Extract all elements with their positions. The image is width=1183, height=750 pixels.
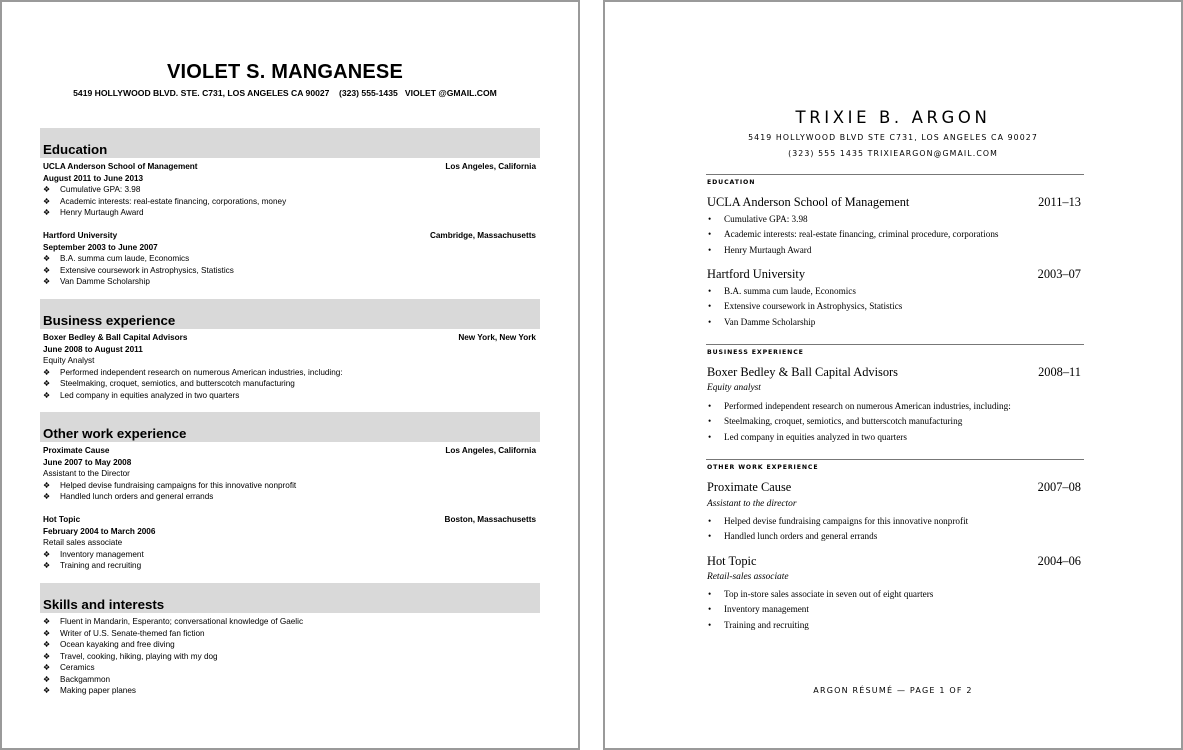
entry-organization: Hot Topic	[707, 554, 757, 568]
bullet-icon: •	[708, 589, 712, 599]
list-item: ❖ Handled lunch orders and general errands	[43, 492, 214, 501]
bullet-icon: •	[708, 316, 712, 327]
diamond-bullet-icon: ❖	[43, 480, 51, 490]
entry-bullets	[707, 587, 933, 633]
diamond-bullet-icon: ❖	[43, 379, 51, 388]
entry-dates: September 2003 to June 2007	[43, 242, 158, 252]
diamond-bullet-icon: ❖	[43, 185, 51, 194]
list-item: ❖ Writer of U.S. Senate-themed fan fiction	[43, 628, 205, 638]
list-item: ❖ Cumulative GPA: 3.98	[43, 185, 141, 194]
section-heading-band	[40, 299, 540, 329]
resume-name: VIOLET S. MANGANESE	[166, 61, 404, 83]
diamond-bullet-icon: ❖	[43, 686, 51, 695]
list-item: ❖ Travel, cooking, hiking, playing with my dog	[43, 651, 218, 661]
resume-address: 5419 HOLLYWOOD BLVD STE C731, LOS ANGELES CA 90027	[748, 133, 1038, 142]
section-heading-band	[40, 583, 540, 613]
list-item: ❖ Ceramics	[43, 663, 95, 672]
list-item: ❖ Backgammon	[43, 674, 111, 684]
diamond-bullet-icon: ❖	[43, 663, 51, 672]
entry-bullets	[707, 399, 1011, 445]
entry-organization: Hartford University	[707, 267, 806, 281]
entry-location: Los Angeles, California	[445, 446, 536, 455]
entry-dates: June 2007 to May 2008	[43, 457, 132, 467]
bullet-icon: •	[708, 286, 712, 296]
entry-years: 2004–06	[1037, 554, 1081, 568]
list-item: ❖ Helped devise fundraising campaigns for this innovative nonprofit	[43, 480, 297, 490]
job-entry	[40, 514, 540, 572]
list-item: ❖ Academic interests: real-estate financing, corporations, money	[43, 196, 287, 206]
diamond-bullet-icon: ❖	[43, 254, 51, 263]
resume-name: TRIXIE B. ARGON	[795, 108, 991, 127]
section-business-experience	[40, 299, 540, 401]
entry-role: Assistant to the director	[707, 499, 797, 509]
list-item: • Training and recruiting	[707, 618, 933, 633]
job-entry	[40, 332, 540, 401]
entry-role: Equity Analyst	[43, 356, 95, 365]
entry-dates: February 2004 to March 2006	[43, 526, 156, 536]
diamond-bullet-icon: ❖	[43, 640, 51, 649]
entry-location: Cambridge, Massachusetts	[429, 231, 536, 240]
entry-role: Retail-sales associate	[707, 572, 789, 582]
section-divider	[706, 344, 1084, 345]
section-heading-band	[40, 128, 540, 158]
diamond-bullet-icon: ❖	[43, 561, 51, 570]
entry-dates: August 2011 to June 2013	[43, 173, 144, 183]
entry-organization: Boxer Bedley & Ball Capital Advisors	[707, 365, 899, 379]
diamond-bullet-icon: ❖	[43, 277, 51, 286]
bullet-icon: •	[708, 244, 712, 255]
entry-organization: Boxer Bedley & Ball Capital Advisors	[43, 333, 188, 342]
list-item: ❖ Making paper planes	[43, 686, 137, 695]
section-heading: Skills and interests	[43, 597, 165, 612]
entry-years: 2007–08	[1037, 480, 1081, 494]
entry-organization: Hot Topic	[43, 515, 81, 524]
education-entry	[40, 230, 540, 288]
resume-contact-line: 5419 HOLLYWOOD BLVD. STE. C731, LOS ANGELES CA 90027 (323) 555-1435 VIOLET @GMAIL.COM	[73, 88, 497, 98]
bullet-icon: •	[708, 229, 712, 240]
diamond-bullet-icon: ❖	[43, 617, 51, 626]
entry-role: Assistant to the Director	[43, 469, 130, 478]
bullet-icon: •	[708, 531, 712, 542]
section-divider	[706, 459, 1084, 460]
list-item: ❖ Henry Murtaugh Award	[43, 208, 144, 217]
bullet-icon: •	[708, 619, 712, 630]
education-entry-heading	[707, 267, 1081, 282]
education-entry-heading	[707, 195, 1081, 210]
list-item: • Led company in equities analyzed in two quarters	[707, 430, 1011, 445]
list-item: • B.A. summa cum laude, Economics	[707, 284, 902, 299]
list-item: ❖ Steelmaking, croquet, semiotics, and butterscotch manufacturing	[43, 379, 295, 388]
job-entry-heading	[707, 554, 1081, 569]
diamond-bullet-icon: ❖	[43, 367, 51, 377]
list-item: • Cumulative GPA: 3.98	[707, 212, 999, 227]
resume-page-right	[603, 0, 1183, 750]
skills-bullets	[43, 616, 536, 697]
diamond-bullet-icon: ❖	[43, 628, 51, 638]
entry-organization: Proximate Cause	[43, 446, 110, 455]
section-heading: Education	[43, 142, 108, 157]
diamond-bullet-icon: ❖	[43, 208, 51, 217]
entry-bullets	[43, 253, 536, 288]
list-item: ❖ B.A. summa cum laude, Economics	[43, 254, 190, 263]
bullet-icon: •	[708, 301, 712, 312]
job-entry	[40, 445, 540, 503]
entry-bullets	[43, 480, 536, 503]
list-item: • Handled lunch orders and general errands	[707, 529, 968, 544]
diamond-bullet-icon: ❖	[43, 265, 51, 275]
list-item: • Extensive coursework in Astrophysics, Statistics	[707, 299, 902, 314]
list-item: ❖ Van Damme Scholarship	[43, 277, 150, 286]
section-education	[40, 128, 540, 288]
entry-organization: UCLA Anderson School of Management	[43, 162, 198, 171]
section-heading-band	[40, 412, 540, 442]
bullet-icon: •	[708, 431, 712, 442]
diamond-bullet-icon: ❖	[43, 674, 51, 684]
section-heading-other-work: OTHER WORK EXPERIENCE	[707, 464, 819, 471]
resume-phone-email: (323) 555 1435 TRIXIEARGON@GMAIL.COM	[788, 149, 998, 158]
list-item: ❖ Ocean kayaking and free diving	[43, 640, 175, 649]
resume-page-left	[0, 0, 580, 750]
bullet-icon: •	[708, 401, 712, 411]
diamond-bullet-icon: ❖	[43, 492, 51, 501]
skills-entry	[40, 616, 540, 697]
list-item: ❖ Extensive coursework in Astrophysics, Statistics	[43, 265, 234, 275]
entry-location: New York, New York	[458, 333, 536, 342]
entry-bullets	[43, 549, 536, 572]
section-heading: Other work experience	[43, 426, 187, 441]
entry-bullets	[707, 514, 968, 545]
education-entry	[40, 161, 540, 219]
list-item: • Academic interests: real-estate financing, criminal procedure, corporations	[707, 227, 999, 242]
section-heading-education: EDUCATION	[707, 179, 756, 186]
list-item: • Van Damme Scholarship	[707, 315, 902, 330]
page-footer: ARGON RÉSUMÉ — PAGE 1 OF 2	[813, 686, 973, 695]
diamond-bullet-icon: ❖	[43, 651, 51, 661]
bullet-icon: •	[708, 516, 712, 526]
list-item: ❖ Inventory management	[43, 549, 144, 559]
entry-organization: Hartford University	[43, 231, 118, 240]
section-other-work-experience	[40, 412, 540, 572]
section-heading-business: BUSINESS EXPERIENCE	[707, 349, 804, 356]
entry-bullets	[43, 367, 536, 402]
job-entry-heading	[707, 365, 1081, 380]
diamond-bullet-icon: ❖	[43, 196, 51, 206]
bullet-icon: •	[708, 416, 712, 427]
list-item: • Top in-store sales associate in seven out of eight quarters	[707, 587, 933, 602]
entry-organization: Proximate Cause	[707, 480, 792, 494]
entry-years: 2008–11	[1038, 365, 1081, 379]
list-item: • Henry Murtaugh Award	[707, 243, 999, 258]
entry-years: 2011–13	[1038, 195, 1081, 209]
entry-dates: June 2008 to August 2011	[43, 344, 143, 354]
section-heading: Business experience	[43, 313, 176, 328]
list-item: ❖ Training and recruiting	[43, 561, 142, 570]
list-item: ❖ Performed independent research on numerous American industries, including:	[43, 367, 343, 377]
diamond-bullet-icon: ❖	[43, 390, 51, 400]
bullet-icon: •	[708, 604, 712, 615]
entry-location: Boston, Massachusetts	[444, 515, 536, 524]
entry-organization: UCLA Anderson School of Management	[707, 195, 910, 209]
job-entry-heading	[707, 480, 1081, 495]
list-item: ❖ Led company in equities analyzed in two quarters	[43, 390, 240, 400]
section-skills-interests	[40, 583, 540, 697]
entry-bullets	[707, 212, 999, 258]
entry-role: Equity analyst	[707, 383, 761, 393]
list-item: • Performed independent research on numerous American industries, including:	[707, 399, 1011, 414]
entry-location: Los Angeles, California	[445, 162, 536, 171]
entry-bullets	[43, 184, 536, 219]
list-item: • Steelmaking, croquet, semiotics, and butterscotch manufacturing	[707, 414, 1011, 429]
list-item: • Inventory management	[707, 602, 933, 617]
list-item: ❖ Fluent in Mandarin, Esperanto; conversational knowledge of Gaelic	[43, 617, 304, 626]
bullet-icon: •	[708, 214, 712, 224]
list-item: • Helped devise fundraising campaigns for this innovative nonprofit	[707, 514, 968, 529]
entry-bullets	[707, 284, 902, 330]
diamond-bullet-icon: ❖	[43, 549, 51, 559]
entry-role: Retail sales associate	[43, 538, 123, 547]
entry-years: 2003–07	[1037, 267, 1081, 281]
section-divider	[706, 174, 1084, 175]
